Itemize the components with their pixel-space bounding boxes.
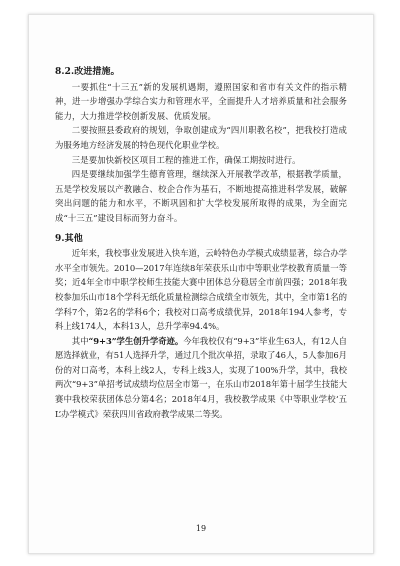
paragraph-goal-4: 四是要继续加强学生德育管理，继续深入开展教学改革，根据教学质量，五是学校发展以产教融合、校企合作为基石，不断地提高推进科学发展，破解突出问题的能力和水平，不断巩固和扩大学校发展所取得的成果，为全面完成“十三五”建设目标而努力奋斗。 — [55, 169, 347, 223]
paragraph-9plus3 — [55, 334, 347, 422]
paragraph-goal-1: 一要抓住“十三五”新的发展机遇期，遵照国家和省市有关文件的指示精神，进一步增强办学综合实力和管理水平，全面提升人才培养质量和社会服务能力，大力推进学校创新发展、优质发展。 — [55, 81, 347, 121]
section-heading-9: 9.其他 — [55, 233, 83, 244]
paragraph-goal-2: 二要按照县委政府的规划，争取创建成为“四川职教名校”，把我校打造成为服务地方经济发展的特色现代化职业学校。 — [55, 125, 347, 150]
paragraph-achievements: 近年来，我校事业发展进入快车道，云岭特色办学模式成绩显著，综合办学水平全市领先。2010—2017年连续8年荣获乐山市中等职业学校教育质量一等奖；近4年全市中职学校师生技能大赛中团体总分稳居全市前四强；2018年我校参加乐山市18个学科无纸化质量检测综合成绩全市领先，其中，全市第1名的学科7个，第2名的学科6个；我校对口高考成绩优异，2018年194人参考，专科上线174人，本科13人，总升学率94.4%。 — [55, 248, 347, 332]
paragraph-goal-3: 三是要加快新校区项目工程的推进工作，确保工期按时进行。 — [71, 154, 301, 165]
lead-text: 其中 — [71, 335, 89, 346]
body-text: 今年我校仅有“9+3”毕业生63人，有12人自愿选择就业，有51人选择升学，通过几个批次单招，录取了46人，5人参加6月份的对口高考，本科上线2人，专科上线3人，实现了100%升学，其中，我校两次“9+3”单招考试成绩均位居全市第一，在乐山市2018年第十届学生技能大赛中我校荣获团体总分第4名；2018年4月，我校教学成果《中等职业学校‘五L’办学模式》荣获四川省政府教学成果二等奖。 — [55, 335, 347, 419]
section-heading-8-2: 8.2.改进措施。 — [55, 67, 120, 77]
document-page — [28, 14, 374, 554]
page-number: 19 — [195, 524, 207, 533]
bold-highlight: “9+3”学生创升学奇迹。 — [88, 335, 184, 346]
page-content — [55, 65, 347, 421]
